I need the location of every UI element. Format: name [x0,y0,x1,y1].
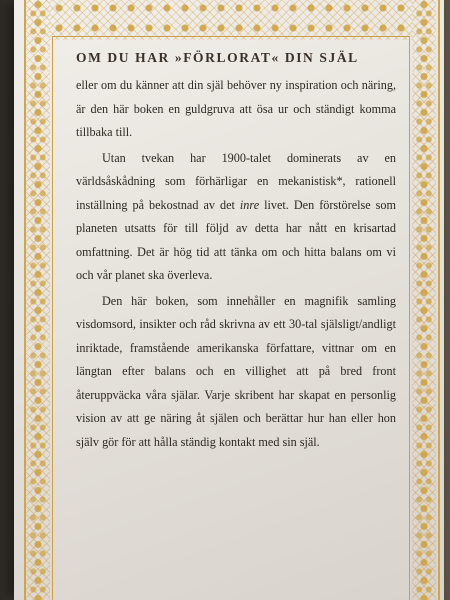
blurb-paragraph-3: Den här boken, som innehåller en magnifik samling visdomsord, insikter och råd skrivna av ett 30-tal själsligt/andligt inriktade, framstående amerikanska författare, vittnar om en längtan efter balans och en villighet att på bred front återuppväcka våra själar. Varje skribent har skapat en personlig vision av att ge näring åt själen och berättar hur han eller hon själv gör för att hålla ständig kontakt med sin själ. [76,293,396,449]
inner-rule-left [52,36,53,600]
gold-ornament-top [50,0,412,40]
paragraph-2-text-b: livet. Den förstörelse som planeten utsatts för till följd av detta har nått en krisartad omfattning. Det är hög tid att tänka om och hitta balans om vi och vår planet ska överleva. [76,197,396,282]
gold-ornament-right [412,0,436,600]
blurb-heading: OM DU HAR »FÖRLORAT« DIN SJÄL [76,50,359,65]
gold-ornament-left [26,0,50,600]
blurb-paragraph-1: eller om du känner att din själ behöver ny inspiration och näring, är den här boken en guldgruva att ösa ur och ständigt komma tillbaka till. [76,78,396,139]
inner-rule-top [52,36,410,37]
paragraph-2-italic: inre [239,197,260,212]
blurb-paragraph-2 [76,147,396,288]
paragraph-2-text-a: Utan tvekan har 1900-talet dominerats av en världsåskådning som förhärligar en mekanistisk*, rationell inställning på bekostnad av det [76,150,396,212]
blurb-text-panel [60,50,396,454]
inner-rule-right [409,36,410,600]
